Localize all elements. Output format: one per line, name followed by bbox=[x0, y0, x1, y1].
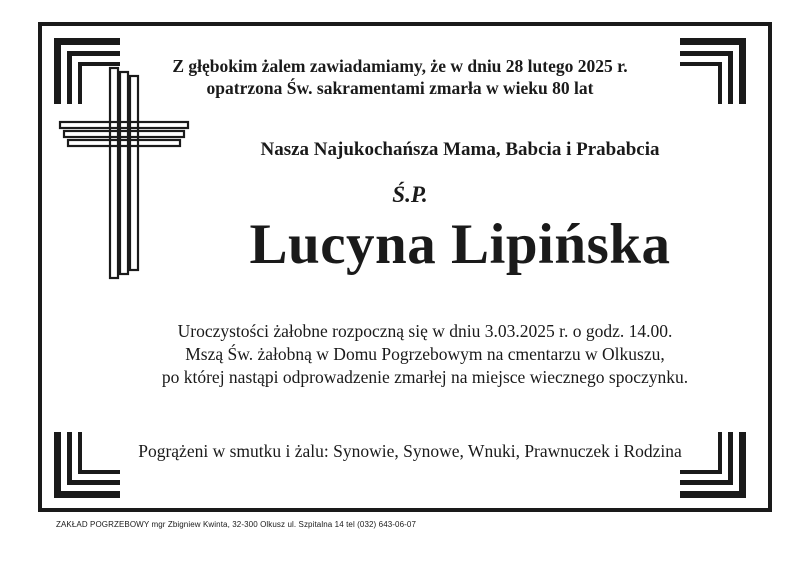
deceased-name: Lucyna Lipińska bbox=[249, 213, 671, 276]
honorific: Ś.P. bbox=[392, 182, 428, 207]
mourners-line: Pogrążeni w smutku i żalu: Synowie, Synowe, Wnuki, Prawnuczek i Rodzina bbox=[138, 441, 682, 461]
relation-line: Nasza Najukochańsza Mama, Babcia i Prababcia bbox=[260, 139, 660, 160]
ceremony-line-2: Mszą Św. żałobną w Domu Pogrzebowym na cmentarzu w Olkuszu, bbox=[185, 344, 665, 364]
intro-line-1: Z głębokim żalem zawiadamiamy, że w dniu 28 lutego 2025 r. bbox=[172, 56, 628, 76]
funeral-home-footer: ZAKŁAD POGRZEBOWY mgr Zbigniew Kwinta, 32-300 Olkusz ul. Szpitalna 14 tel (032) 643-06-07 bbox=[56, 520, 417, 529]
ceremony-line-1: Uroczystości żałobne rozpoczną się w dniu 3.03.2025 r. o godz. 14.00. bbox=[177, 321, 673, 341]
corner-ornament-icon bbox=[678, 36, 748, 106]
ceremony-line-3: po której nastąpi odprowadzenie zmarłej na miejsce wiecznego spoczynku. bbox=[161, 367, 689, 387]
intro-line-2: opatrzona Św. sakramentami zmarła w wieku 80 lat bbox=[206, 78, 594, 98]
